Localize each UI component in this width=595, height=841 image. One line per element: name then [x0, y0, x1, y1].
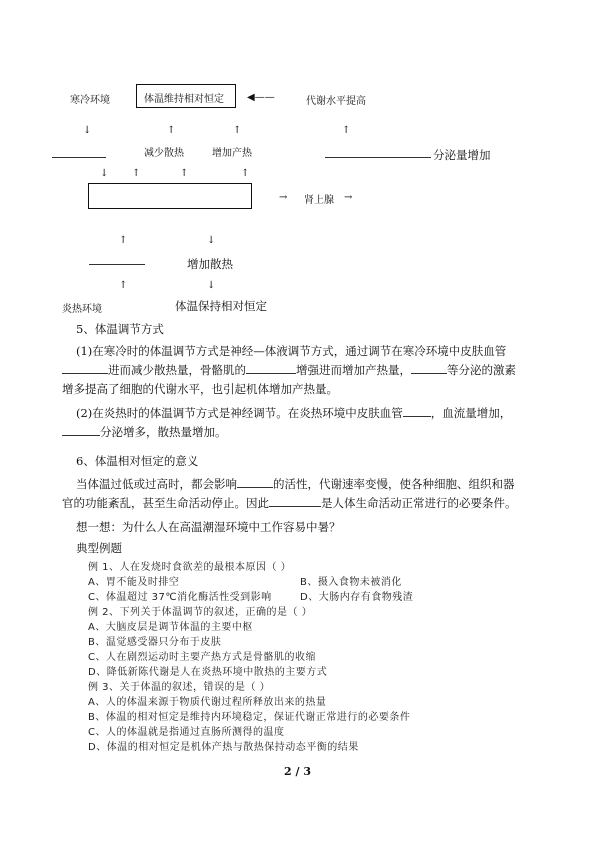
- up-arrow-icon: ↑: [119, 280, 128, 291]
- example-1-option-c: C、体温超过 37℃消化酶活性受到影响: [88, 592, 272, 603]
- blank-line: [52, 157, 106, 158]
- fill-in-blank: [411, 361, 447, 374]
- p1-text-a: (1)在寒冷时的体温调节方式是神经—体液调节方式，通过调节在寒冷环境中皮肤血管: [76, 344, 507, 358]
- up-arrow-icon: ↑: [233, 125, 242, 136]
- adrenal-label: 肾上腺: [304, 195, 334, 206]
- example-1-stem: 例 1、人在发烧时食欲差的最根本原因（ ）: [88, 562, 292, 573]
- fill-in-blank: [269, 494, 321, 507]
- secretion-up-label: 分泌量增加: [433, 148, 491, 162]
- section-5-paragraph-2-line-2: [62, 423, 552, 442]
- section-5-paragraph-1-line-2: [62, 361, 552, 380]
- example-1-option-b: B、摄入食物未被消化: [300, 577, 402, 588]
- up-arrow-icon: ↑: [342, 125, 351, 136]
- s6-text-c: 官的功能紊乱，甚至生命活动停止。因此: [62, 496, 269, 510]
- top-box-label: 体温维持相对恒定: [144, 94, 224, 105]
- section-5-paragraph-1-line-3: [62, 380, 552, 399]
- p1-text-c: 增强进而增加产热量，: [296, 363, 411, 377]
- s6-text-b: 的活性，代谢速率变慢，使各种细胞、组织和器: [273, 477, 515, 491]
- fill-in-blank: [246, 361, 296, 374]
- bottom-constant-temp-label: 体温保持相对恒定: [175, 299, 267, 313]
- section-6-paragraph: [76, 475, 556, 494]
- p2-text-c: 分泌增多，散热量增加。: [100, 425, 227, 439]
- fill-in-blank: [237, 475, 273, 488]
- left-arrow-icon: ◀——: [247, 92, 275, 103]
- fill-in-blank: [403, 404, 431, 417]
- example-2-option-a: A、大脑皮层是调节体温的主要中枢: [88, 622, 253, 633]
- center-blank-box: [88, 183, 252, 209]
- section-5-title: 5、体温调节方式: [76, 322, 164, 336]
- down-arrow-icon: ↓: [100, 168, 109, 179]
- section-5-paragraph-1: [76, 342, 556, 361]
- blank-line: [89, 264, 145, 265]
- down-arrow-icon: ↓: [83, 125, 92, 136]
- p1-text-e: 增多提高了细胞的代谢水平，也引起机体增加产热量。: [62, 382, 338, 396]
- section-6-title: 6、体温相对恒定的意义: [76, 454, 199, 468]
- example-2-stem: 例 2、下列关于体温调节的叙述，正确的是（ ）: [88, 607, 313, 618]
- up-arrow-icon: ↑: [119, 235, 128, 246]
- metabolism-up-label: 代谢水平提高: [306, 96, 366, 107]
- p1-text-b: 进而减少散热量，骨骼肌的: [108, 363, 246, 377]
- hot-environment-label: 炎热环境: [62, 304, 102, 315]
- increase-heat-prod-label: 增加产热: [212, 148, 252, 159]
- example-3-option-c: C、人的体温就是指通过直肠所测得的温度: [88, 727, 285, 738]
- right-arrow-icon: →: [344, 192, 353, 203]
- blank-line: [325, 157, 431, 158]
- p1-text-d: 等分泌的激素: [447, 363, 516, 377]
- right-arrow-icon: →: [279, 192, 288, 203]
- fill-in-blank: [62, 423, 100, 436]
- typical-examples-heading: 典型例题: [76, 541, 122, 555]
- up-arrow-icon: ↑: [180, 168, 189, 179]
- example-3-stem: 例 3、关于体温的叙述，错误的是（ ）: [88, 682, 271, 693]
- up-arrow-icon: ↑: [132, 168, 141, 179]
- up-arrow-icon: ↑: [241, 168, 250, 179]
- down-arrow-icon: ↓: [207, 235, 216, 246]
- p2-text-a: (2)在炎热时的体温调节方式是神经调节。在炎热环境中皮肤血管: [76, 406, 403, 420]
- p2-text-b: ，血流量增加，: [430, 406, 512, 420]
- example-3-option-a: A、人的体温来源于物质代谢过程所释放出来的热量: [88, 697, 327, 708]
- s6-text-d: 是人体生命活动正常进行的必要条件。: [321, 496, 517, 510]
- section-6-paragraph-line-2: [62, 494, 552, 513]
- increase-heat-loss-label: 增加散热: [187, 257, 233, 271]
- example-3-option-d: D、体温的相对恒定是机体产热与散热保持动态平衡的结果: [88, 742, 359, 753]
- reduce-heat-loss-label: 减少散热: [144, 148, 184, 159]
- example-1-option-a: A、胃不能及时排空: [88, 577, 180, 588]
- fill-in-blank: [62, 361, 108, 374]
- example-1-option-d: D、大肠内存有食物残渣: [300, 592, 414, 603]
- example-3-option-b: B、体温的相对恒定是维持内环境稳定，保证代谢正常进行的必要条件: [88, 712, 411, 723]
- example-2-option-c: C、人在剧烈运动时主要产热方式是骨骼肌的收缩: [88, 652, 316, 663]
- cold-environment-label: 寒冷环境: [70, 95, 110, 106]
- think-question: 想一想：为什么人在高温潮湿环境中工作容易中暑？: [76, 520, 341, 534]
- example-2-option-d: D、降低新陈代谢是人在炎热环境中散热的主要方式: [88, 667, 328, 678]
- section-5-paragraph-2: [76, 404, 556, 423]
- page-number: 2 / 3: [284, 765, 311, 778]
- s6-text-a: 当体温过低或过高时，都会影响: [76, 477, 237, 491]
- down-arrow-icon: ↓: [207, 280, 216, 291]
- up-arrow-icon: ↑: [167, 125, 176, 136]
- example-2-option-b: B、温觉感受器只分布于皮肤: [88, 637, 222, 648]
